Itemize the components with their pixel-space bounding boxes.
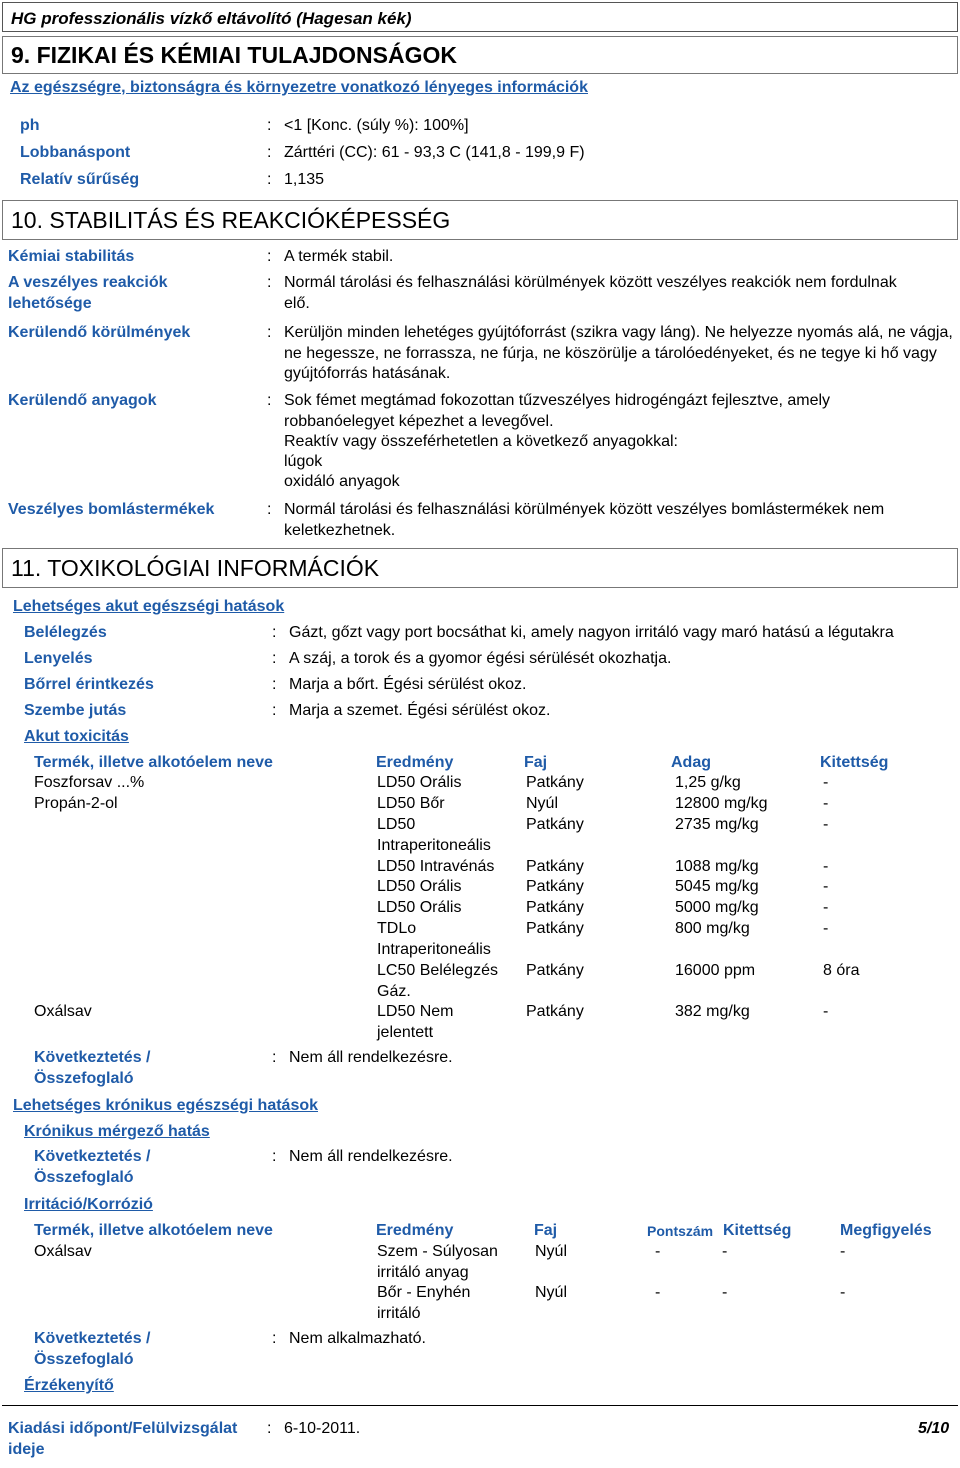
tox-species: Patkány xyxy=(526,816,584,833)
tox-result: LC50 Belélegzés Gáz. xyxy=(377,962,498,1000)
tox-name: Oxálsav xyxy=(34,1003,92,1020)
tox-exposure: - xyxy=(823,1003,829,1020)
acute-effects-heading[interactable]: Lehetséges akut egészségi hatások xyxy=(13,598,285,615)
ingestion-label: Lenyelés xyxy=(24,650,93,667)
irr-score: - xyxy=(655,1284,661,1301)
chemical-stability-label: Kémiai stabilitás xyxy=(8,248,135,265)
tox-name: Propán-2-ol xyxy=(34,795,118,812)
section-9-bar xyxy=(2,36,958,74)
chemical-stability-value: A termék stabil. xyxy=(284,248,394,265)
materials-to-avoid-extra-1: Reaktív vagy összeférhetetlen a következő anyagokkal: xyxy=(284,433,678,450)
colon: : xyxy=(272,1330,277,1347)
irr-species: Nyúl xyxy=(535,1243,568,1260)
irr-name: Oxálsav xyxy=(34,1243,92,1260)
tox-dose: 382 mg/kg xyxy=(675,1003,750,1020)
tox-species: Nyúl xyxy=(526,795,559,812)
conditions-to-avoid-value: Kerüljön minden lehetéges gyújtóforrást (szikra vagy láng). Ne helyezze nyomás alá, ne vágja, ne hegessze, ne forrassza, ne fúrja, ne köszörülje a tárolóedényeket, és ne tegye ki hő vagy gyújtóforrás hatásának. xyxy=(284,324,953,382)
ph-value: <1 [Konc. (súly %): 100%] xyxy=(284,117,469,134)
irr-observation: - xyxy=(840,1243,846,1260)
tox-dose: 800 mg/kg xyxy=(675,920,750,937)
tox-header-name: Termék, illetve alkotóelem neve xyxy=(34,754,273,771)
tox-species: Patkány xyxy=(526,899,584,916)
conclusion-value: Nem áll rendelkezésre. xyxy=(289,1049,453,1066)
tox-species: Patkány xyxy=(526,858,584,875)
hazardous-reactions-value: Normál tárolási és felhasználási körülmények között veszélyes reakciók nem fordulnak elő. xyxy=(284,274,897,312)
colon: : xyxy=(267,1420,272,1437)
tox-species: Patkány xyxy=(526,962,584,979)
section-10-title: 10. STABILITÁS ÉS REAKCIÓKÉPESSÉG xyxy=(11,207,451,233)
product-title: HG professzionális vízkő eltávolító (Hagesan kék) xyxy=(11,9,412,28)
ingestion-value: A száj, a torok és a gyomor égési sérülését okozhatja. xyxy=(289,650,672,667)
colon: : xyxy=(267,274,272,291)
irr-observation: - xyxy=(840,1284,846,1301)
issue-date-value: 6-10-2011. xyxy=(284,1420,361,1437)
tox-result: LD50 Orális xyxy=(377,899,462,916)
conclusion-value: Nem alkalmazható. xyxy=(289,1330,426,1347)
tox-dose: 1,25 g/kg xyxy=(675,774,741,791)
footer-divider xyxy=(2,1405,958,1406)
conclusion-value: Nem áll rendelkezésre. xyxy=(289,1148,453,1165)
section-11-bar xyxy=(2,548,958,588)
conclusion-label: Következtetés / Összefoglaló xyxy=(34,1049,151,1087)
flash-point-value: Zárttéri (CC): 61 - 93,3 C (141,8 - 199,9 F) xyxy=(284,144,585,161)
eye-contact-label: Szembe jutás xyxy=(24,702,127,719)
irr-header-result: Eredmény xyxy=(376,1222,454,1239)
irr-header-exposure: Kitettség xyxy=(723,1222,792,1239)
tox-exposure: - xyxy=(823,774,829,791)
colon: : xyxy=(272,624,277,641)
flash-point-label: Lobbanáspont xyxy=(20,144,131,161)
colon: : xyxy=(267,248,272,265)
tox-exposure: 8 óra xyxy=(823,962,860,979)
colon: : xyxy=(267,171,272,188)
inhalation-label: Belélegzés xyxy=(24,624,107,641)
relative-density-label: Relatív sűrűség xyxy=(20,171,140,188)
conclusion-label: Következtetés / Összefoglaló xyxy=(34,1148,151,1186)
colon: : xyxy=(267,392,272,409)
tox-result: LD50 Orális xyxy=(377,878,462,895)
colon: : xyxy=(267,144,272,161)
tox-result: LD50 Intraperitoneális xyxy=(377,816,491,854)
tox-header-dose: Adag xyxy=(671,754,711,771)
tox-result: LD50 Intravénás xyxy=(377,858,495,875)
acute-toxicity-heading[interactable]: Akut toxicitás xyxy=(24,728,129,745)
colon: : xyxy=(272,676,277,693)
tox-name: Foszforsav ...% xyxy=(34,774,145,791)
colon: : xyxy=(267,117,272,134)
irr-result: Bőr - Enyhén irritáló xyxy=(377,1284,471,1322)
colon: : xyxy=(272,1148,277,1165)
tox-species: Patkány xyxy=(526,774,584,791)
ph-label: ph xyxy=(20,117,40,134)
materials-to-avoid-extra-3: oxidáló anyagok xyxy=(284,473,400,490)
tox-exposure: - xyxy=(823,816,829,833)
irr-species: Nyúl xyxy=(535,1284,568,1301)
tox-result: LD50 Orális xyxy=(377,774,462,791)
tox-header-exposure: Kitettség xyxy=(820,754,889,771)
colon: : xyxy=(267,324,272,341)
tox-exposure: - xyxy=(823,858,829,875)
tox-species: Patkány xyxy=(526,920,584,937)
chronic-effects-heading[interactable]: Lehetséges krónikus egészségi hatások xyxy=(13,1097,319,1114)
irr-exposure: - xyxy=(722,1284,728,1301)
tox-dose: 2735 mg/kg xyxy=(675,816,759,833)
document-header xyxy=(2,2,958,32)
tox-exposure: - xyxy=(823,899,829,916)
tox-dose: 1088 mg/kg xyxy=(675,858,759,875)
colon: : xyxy=(267,501,272,518)
tox-result: TDLo Intraperitoneális xyxy=(377,920,491,958)
section-10-bar xyxy=(2,200,958,240)
tox-header-species: Faj xyxy=(524,754,548,771)
irr-exposure: - xyxy=(722,1243,728,1260)
skin-contact-value: Marja a bőrt. Égési sérülést okoz. xyxy=(289,676,527,693)
irritation-heading[interactable]: Irritáció/Korrózió xyxy=(24,1196,153,1213)
colon: : xyxy=(272,650,277,667)
irr-header-name: Termék, illetve alkotóelem neve xyxy=(34,1222,273,1239)
section-9-title: 9. FIZIKAI ÉS KÉMIAI TULAJDONSÁGOK xyxy=(11,42,457,68)
colon: : xyxy=(272,702,277,719)
irr-header-observation: Megfigyelés xyxy=(840,1222,932,1239)
inhalation-value: Gázt, gőzt vagy port bocsáthat ki, amely nagyon irritáló vagy maró hatású a légutakra xyxy=(289,624,894,641)
irr-score: - xyxy=(655,1243,661,1260)
irr-header-score: Pontszám xyxy=(647,1223,714,1239)
tox-exposure: - xyxy=(823,795,829,812)
tox-result: LD50 Bőr xyxy=(377,795,445,812)
tox-exposure: - xyxy=(823,878,829,895)
tox-dose: 5000 mg/kg xyxy=(675,899,759,916)
irr-result: Szem - Súlyosan irritáló anyag xyxy=(377,1243,498,1281)
decomposition-products-value: Normál tárolási és felhasználási körülmények között veszélyes bomlástermékek nem keletkezhetnek. xyxy=(284,501,885,539)
page-number: 5/10 xyxy=(918,1420,950,1437)
skin-contact-label: Bőrrel érintkezés xyxy=(24,676,154,693)
irr-header-species: Faj xyxy=(534,1222,558,1239)
sensitizer-heading[interactable]: Érzékenyítő xyxy=(24,1377,114,1394)
section-11-title: 11. TOXIKOLÓGIAI INFORMÁCIÓK xyxy=(11,555,380,581)
tox-result: LD50 Nem jelentett xyxy=(377,1003,454,1041)
eye-contact-value: Marja a szemet. Égési sérülést okoz. xyxy=(289,702,551,719)
issue-date-label: Kiadási időpont/Felülvizsgálat ideje xyxy=(8,1420,238,1458)
materials-to-avoid-value: Sok fémet megtámad fokozottan tűzveszélyes hidrogéngázt fejlesztve, amely robbanóelegyet képezhet a levegővel. xyxy=(284,392,831,430)
tox-dose: 16000 ppm xyxy=(675,962,756,979)
conclusion-label: Következtetés / Összefoglaló xyxy=(34,1330,151,1368)
chronic-toxicity-heading[interactable]: Krónikus mérgező hatás xyxy=(24,1123,210,1140)
materials-to-avoid-extra-2: lúgok xyxy=(284,453,323,470)
hazardous-reactions-label: A veszélyes reakciók lehetősége xyxy=(8,274,168,312)
tox-exposure: - xyxy=(823,920,829,937)
decomposition-products-label: Veszélyes bomlástermékek xyxy=(8,501,215,518)
materials-to-avoid-label: Kerülendő anyagok xyxy=(8,392,157,409)
tox-dose: 5045 mg/kg xyxy=(675,878,759,895)
conditions-to-avoid-label: Kerülendő körülmények xyxy=(8,324,191,341)
tox-dose: 12800 mg/kg xyxy=(675,795,768,812)
tox-header-result: Eredmény xyxy=(376,754,454,771)
tox-species: Patkány xyxy=(526,1003,584,1020)
colon: : xyxy=(272,1049,277,1066)
relative-density-value: 1,135 xyxy=(284,171,325,188)
section-9-subtitle[interactable]: Az egészségre, biztonságra és környezetre vonatkozó lényeges információk xyxy=(10,79,588,96)
tox-species: Patkány xyxy=(526,878,584,895)
